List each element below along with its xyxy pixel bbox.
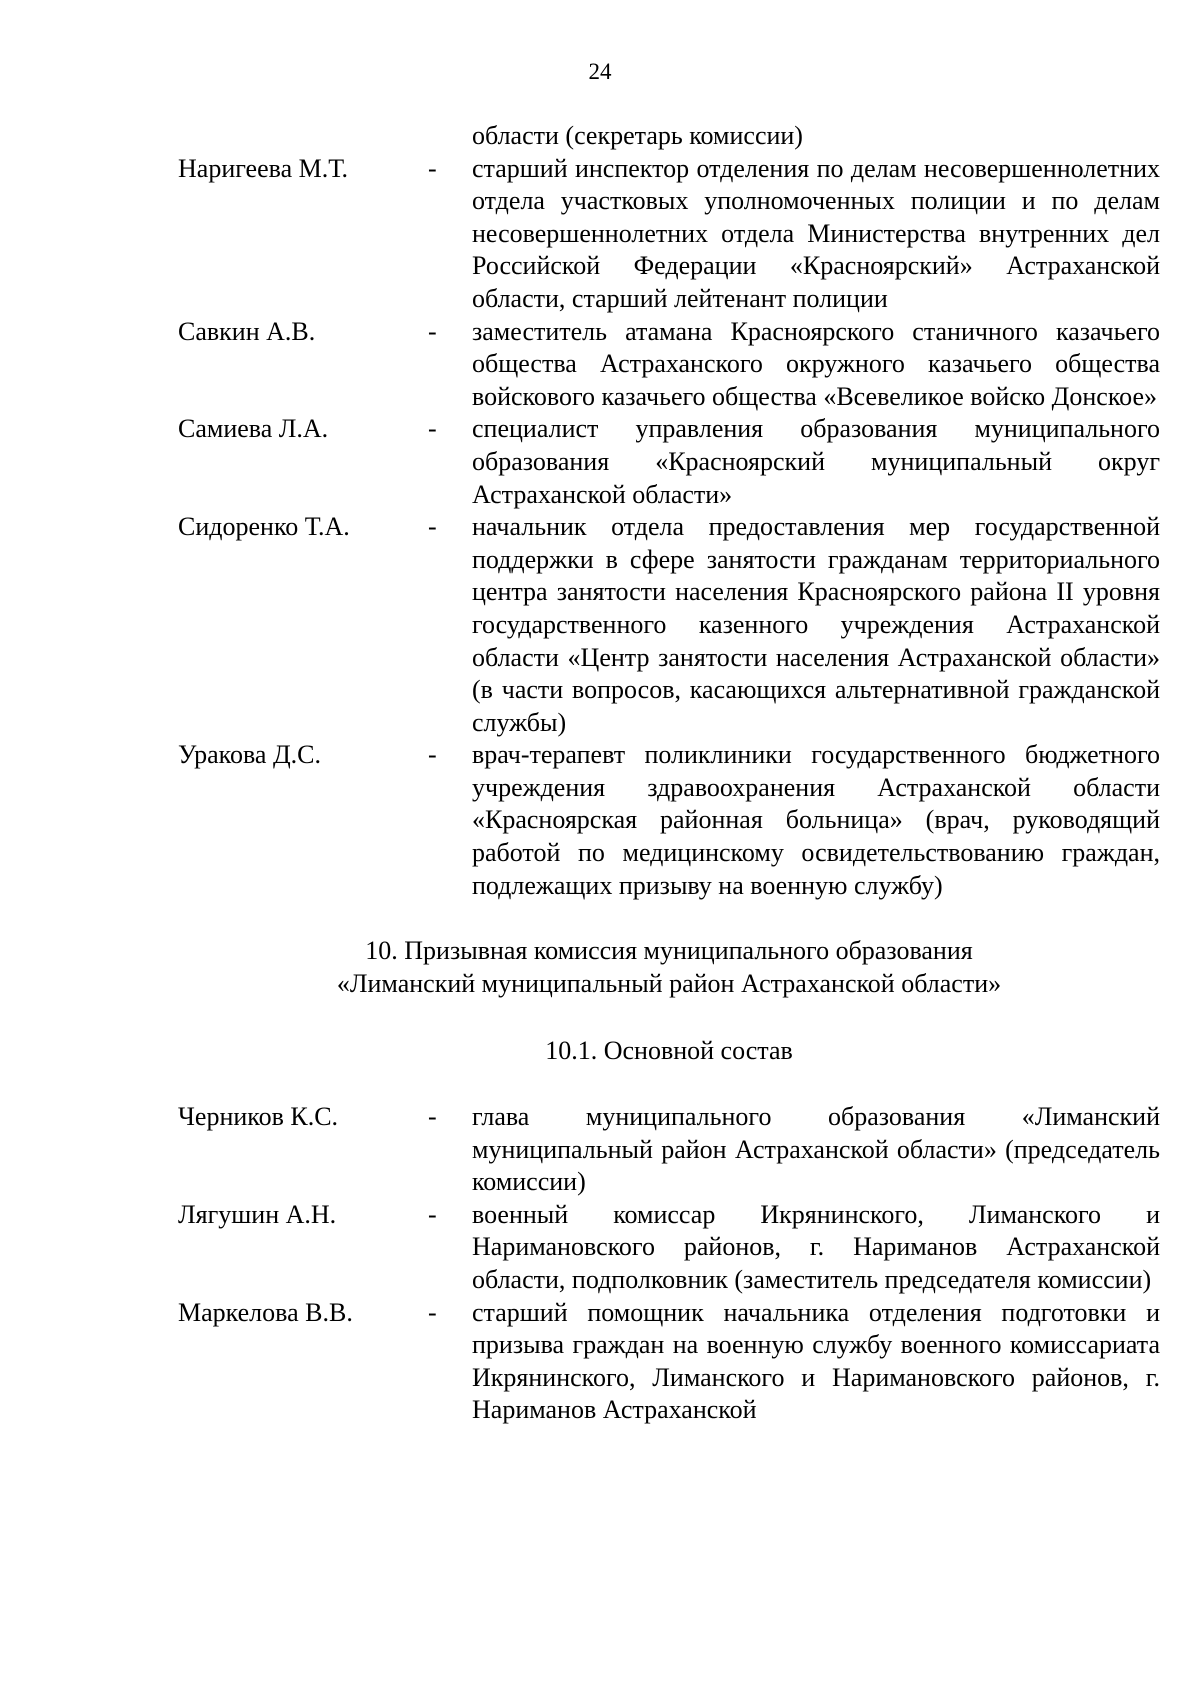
- section-title-line-2: «Лиманский муниципальный район Астраханской области»: [336, 968, 1002, 998]
- member-dash: -: [428, 316, 437, 346]
- member-row: [178, 511, 1160, 739]
- member-dash: -: [428, 512, 437, 542]
- member-dash: -: [428, 153, 437, 183]
- member-row: [178, 316, 1160, 414]
- member-name: Самиева Л.А.: [178, 414, 329, 444]
- member-row: [178, 1199, 1160, 1297]
- section-title-line-1: 10. Призывная комиссия муниципального образования: [365, 936, 973, 966]
- member-row: [178, 1297, 1160, 1427]
- member-row: [178, 413, 1160, 511]
- document-body: [178, 120, 1160, 1427]
- member-row: [178, 739, 1160, 902]
- member-role: старший инспектор отделения по делам несовершеннолетних отдела участковых уполномоченных полиции и по делам несовершеннолетних отдела Министерства внутренних дел Российской Федерации «Красноярский» Астраханской области, старший лейтенант полиции: [472, 153, 1160, 313]
- member-dash: -: [428, 740, 437, 770]
- member-name: Сидоренко Т.А.: [178, 512, 350, 542]
- member-name: Маркелова В.В.: [178, 1297, 353, 1327]
- member-dash: -: [428, 1102, 437, 1132]
- member-row: [178, 1101, 1160, 1199]
- member-name: Черников К.С.: [178, 1102, 339, 1132]
- member-name: Лягушин А.Н.: [178, 1199, 337, 1229]
- carry-over-row: [178, 120, 1160, 153]
- member-role: врач-терапевт поликлиники государственного бюджетного учреждения здравоохранения Астраханской области «Красноярская районная больница» (врач, руководящий работой по медицинскому освидетельствованию граждан, подлежащих призыву на военную службу): [472, 740, 1160, 900]
- member-role: старший помощник начальника отделения подготовки и призыва граждан на военную службу военного комиссариата Икрянинского, Лиманского и Наримановского районов, г. Нариманов Астраханской: [472, 1297, 1160, 1425]
- member-role: военный комиссар Икрянинского, Лиманского и Наримановского районов, г. Нариманов Астраханской области, подполковник (заместитель председателя комиссии): [472, 1199, 1160, 1294]
- page-number: 24: [588, 59, 612, 84]
- member-row: [178, 153, 1160, 316]
- member-name: Уракова Д.С.: [178, 740, 322, 770]
- member-dash: -: [428, 1199, 437, 1229]
- member-role: заместитель атамана Красноярского станичного казачьего общества Астраханского окружного казачьего общества войскового казачьего общества «Всевеликое войско Донское»: [472, 316, 1160, 411]
- carry-over-text: области (секретарь комиссии): [472, 121, 803, 150]
- section-subtitle: 10.1. Основной состав: [545, 1036, 793, 1066]
- member-role: специалист управления образования муниципального образования «Красноярский муниципальный округ Астраханской области»: [472, 414, 1160, 509]
- member-role: глава муниципального образования «Лиманский муниципальный район Астраханской области» (председатель комиссии): [472, 1102, 1160, 1197]
- member-dash: -: [428, 1297, 437, 1327]
- member-role: начальник отдела предоставления мер государственной поддержки в сфере занятости гражданам территориального центра занятости населения Красноярского района II уровня государственного казенного учреждения Астраханской области «Центр занятости населения Астраханской области» (в части вопросов, касающихся альтернативной гражданской службы): [472, 512, 1160, 737]
- member-dash: -: [428, 414, 437, 444]
- member-name: Савкин А.В.: [178, 316, 316, 346]
- member-name: Наригеева М.Т.: [178, 153, 349, 183]
